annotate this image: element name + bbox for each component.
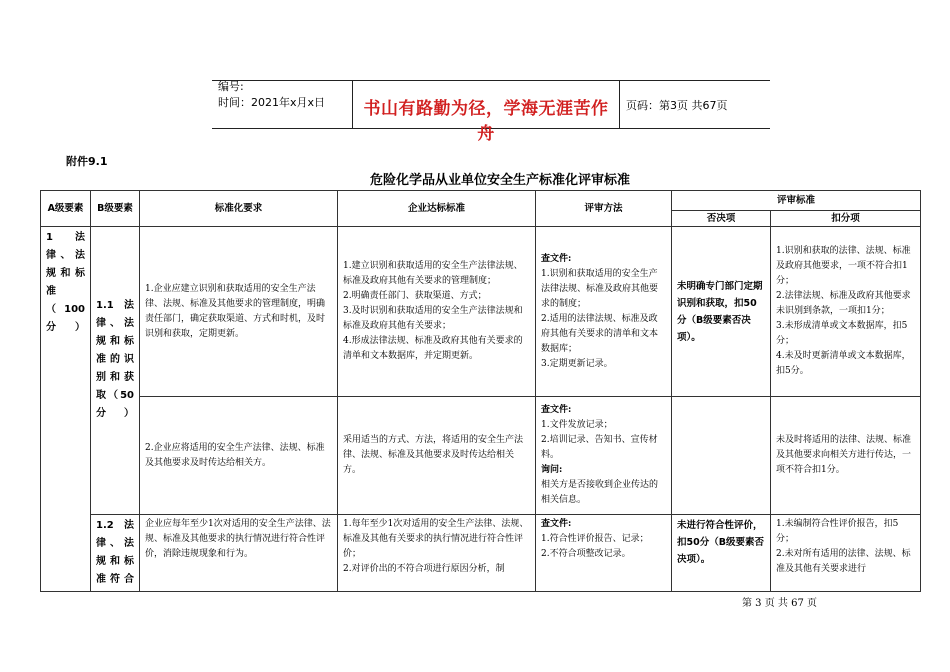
method-list	[536, 515, 671, 564]
list-item: 2.适用的法律法规、标准及政府其他有关要求的清单和文本数据库；	[541, 313, 659, 354]
b-element-cell	[91, 227, 140, 515]
table-row	[41, 515, 921, 592]
method-title: 查文件:	[541, 405, 572, 415]
deduction-cell	[771, 397, 921, 515]
a-element-cell	[41, 227, 91, 592]
veto-text: 未明确专门部门定期识别和获取，扣50分（B级要素否决项）。	[677, 280, 763, 343]
list-item: 2.明确责任部门、获取渠道、方式；	[343, 291, 487, 301]
list-item: 1.符合性评价报告、记录；	[541, 534, 649, 544]
list-item: 相关方是否接收到企业传达的相关信息。	[541, 480, 659, 505]
header-divider	[619, 80, 620, 128]
b-element-text: 1.1 法律、法规和标准的识别和获取（50分）	[96, 300, 134, 419]
header-divider	[352, 80, 353, 128]
requirement-cell	[140, 397, 338, 515]
method-cell	[536, 515, 672, 592]
list-item: 3.及时识别和获取适用的安全生产法律法规和标准及政府其他有关要求；	[343, 306, 523, 331]
list-item: 1.文件发放记录；	[541, 420, 613, 430]
table-header-row	[41, 191, 921, 211]
list-item: 4.未及时更新清单或文本数据库，扣5分。	[776, 351, 911, 376]
list-item: 1.识别和获取的法律、法规、标准及政府其他要求，一项不符合扣1分；	[776, 246, 911, 286]
doc-time-label: 时间：2021年x月x日	[218, 96, 326, 109]
enterprise-text: 采用适当的方式、方法，将适用的安全生产法律、法规、标准及其他要求及时传达给相关方。	[343, 435, 524, 475]
list-item: 1.每年至少1次对适用的安全生产法律、法规、标准及其他有关要求的执行情况进行符合性评价；	[343, 519, 529, 559]
veto-cell	[672, 515, 771, 592]
veto-cell	[672, 227, 771, 397]
enterprise-list	[338, 515, 535, 579]
deduction-cell	[771, 515, 921, 592]
requirement-cell	[140, 227, 338, 397]
list-item: 1.未编制符合性评价报告，扣5分；	[776, 519, 899, 544]
veto-text	[672, 454, 770, 458]
header-a-element: A级要素	[41, 191, 91, 227]
b-element-cell	[91, 515, 140, 592]
table-title: 危险化学品从业单位安全生产标准化评审标准	[369, 173, 630, 188]
veto-cell	[672, 397, 771, 515]
list-item: 2.未对所有适用的法律、法规、标准及其他有关要求进行	[776, 549, 911, 574]
method-title: 查文件:	[541, 253, 572, 264]
list-item: 3.定期更新记录。	[541, 358, 613, 369]
deduction-cell	[771, 227, 921, 397]
requirement-cell	[140, 515, 338, 592]
b-element-text: 1.2 法律、法规和标准符合	[96, 520, 134, 585]
requirement-text: 企业应每年至少1次对适用的安全生产法律、法规、标准及其他要求的执行情况进行符合性评价，消除违规现象和行为。	[145, 519, 331, 559]
header-page-label: 页码：第3页 共67页	[626, 99, 728, 112]
requirement-text: 2.企业应将适用的安全生产法律、法规、标准及其他要求及时传达给相关方。	[145, 442, 325, 468]
header-criteria: 评审标准	[672, 191, 921, 211]
method-title: 查文件:	[541, 519, 572, 529]
table-row	[41, 397, 921, 515]
deduction-text: 未及时将适用的法律、法规、标准及其他要求向相关方进行传达，一项不符合扣1分。	[776, 435, 912, 475]
header-b-element: B级要素	[91, 191, 140, 227]
veto-text: 未进行符合性评价，扣50分（B级要素否决项）。	[677, 520, 764, 565]
doc-number-label: 编号:	[218, 80, 244, 93]
list-item: 2.对评价出的不符合项进行原因分析，制	[343, 564, 505, 574]
list-item: 3.未形成清单或文本数据库，扣5分；	[776, 321, 908, 346]
header-meta	[218, 79, 325, 111]
enterprise-cell	[338, 515, 536, 592]
method-cell	[536, 227, 672, 397]
list-item: 1.识别和获取适用的安全生产法律法规、标准及政府其他要求的制度；	[541, 268, 659, 309]
standard-table	[40, 190, 921, 592]
header-requirement: 标准化要求	[140, 191, 338, 227]
method-list	[536, 401, 671, 510]
page-footer: 第 3 页 共 67 页	[742, 598, 817, 609]
list-item: 1.建立识别和获取适用的安全生产法律法规、标准及政府其他有关要求的管理制度；	[343, 261, 523, 286]
method-cell	[536, 397, 672, 515]
list-item: 2.法律法规、标准及政府其他要求未识别到条款，一项扣1分；	[776, 291, 911, 316]
header-veto: 否决项	[672, 211, 771, 227]
enterprise-list	[338, 257, 535, 366]
header-deduction: 扣分项	[771, 211, 921, 227]
method-title: 询问:	[541, 465, 563, 475]
list-item: 4.形成法律法规、标准及政府其他有关要求的清单和文本数据库，并定期更新。	[343, 336, 523, 361]
list-item: 2.培训记录、告知书、宣传材料。	[541, 435, 658, 460]
list-item: 2.不符合项整改记录。	[541, 549, 631, 559]
enterprise-cell	[338, 227, 536, 397]
deduction-list	[771, 242, 920, 381]
a-element-text: 1 法律、法规和标准（100分）	[46, 232, 85, 333]
attachment-label: 附件9.1	[66, 155, 108, 168]
header-method: 评审方法	[536, 191, 672, 227]
requirement-text: 1.企业应建立识别和获取适用的安全生产法律、法规、标准及其他要求的管理制度，明确责任部门，确定获取渠道、方式和时机，及时识别和获取，定期更新。	[145, 283, 326, 339]
method-list	[536, 250, 671, 374]
deduction-list	[771, 515, 920, 579]
enterprise-cell	[338, 397, 536, 515]
header-motto: 书山有路勤为径，学海无涯苦作舟	[363, 99, 609, 144]
table-row	[41, 227, 921, 397]
header-enterprise-standard: 企业达标标准	[338, 191, 536, 227]
